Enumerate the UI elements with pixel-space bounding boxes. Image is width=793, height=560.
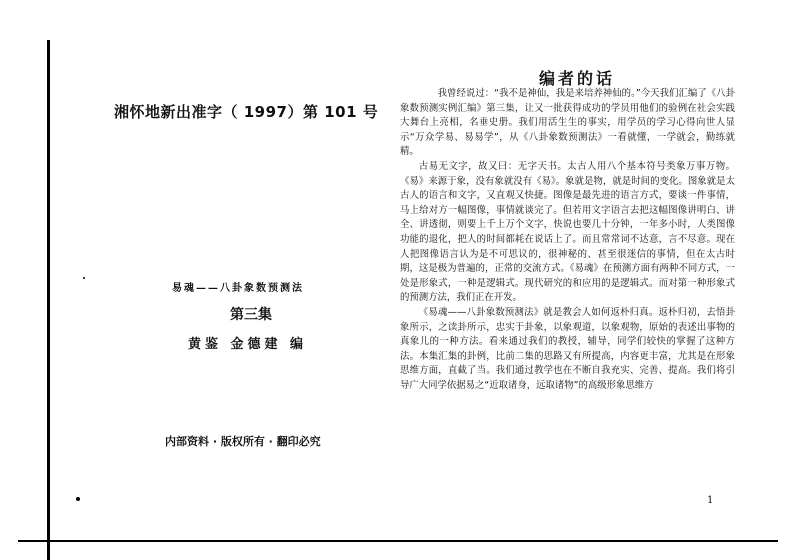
- scan-dot: [76, 497, 80, 501]
- volume-label: 第三集: [230, 307, 272, 323]
- preface-title: 编者的话: [539, 69, 616, 88]
- preface-body: [400, 87, 735, 393]
- paragraph: 古易无文字，故又曰：无字天书。太古人用八个基本符号类象万事万物。《易》来源于象，没有象就没有《易》。象就是物，就是时间的变化。图象就是太古人的语言和文字，又直观又快捷。图像是最先进的语言方式，要谈一件事情，马上给对方一幅图像，事情就谈完了。但若用文字语言去把这幅图像讲明白、讲全、讲透彻，则要上千上万个文字，快说也要几十分钟，一年多小时，人类图像功能的退化，把人的时间都耗在说话上了。而且常常词不达意，言不尽意。现在人把图像语言认为是不可思议的，很神秘的、甚至很迷信的事情，但在太古时期，这是极为普遍的，正常的交流方式。《易魂》在预测方面有两种不同方式，一处是形象式，一种是逻辑式。现代研究的和应用的是逻辑式。而对第一种形象式的预测方法，我们正在开发。: [400, 160, 735, 304]
- series-title: 易魂——八卦象数预测法: [172, 283, 304, 294]
- page-number: 1: [707, 495, 714, 506]
- scan-binding-line: [47, 40, 50, 560]
- scan-dot: [83, 277, 85, 279]
- paragraph: 《易魂——八卦象数预测法》就是教会人如何返朴归真。返朴归初，去悟卦象所示，之读卦所示，忠实于卦象，以象观道，以象观物，原始的表述出事物的真象儿的一种方法。看来通过我们的教授，辅导，同学们较快的掌握了这种方法。本集汇集的卦例，比前二集的思路又有所提高，内容更丰富，尤其是在形象思维方面，直截了当。我们通过教学也在不断自我充实、完善、提高。我们将引导广大同学依据易之“近取诸身，远取诸物”的高级形象思维方: [400, 306, 735, 391]
- scan-bottom-line: [18, 540, 778, 542]
- copyright-notice: 内部资料 · 版权所有 · 翻印必究: [165, 435, 321, 448]
- paragraph: 我曾经说过：“我不是神仙，我是来培养神仙的。”今天我们汇编了《八卦象数预测实例汇编》第三集，让又一批获得成功的学员用他们的验例在社会实践大舞台上亮相，名垂史册。我们用活生生的事实，用学员的学习心得向世人显示“万众学易、易易学”，从《八卦象数预测法》一看就懂，一学就会，勤练就精。: [400, 88, 735, 158]
- publication-number: 湘怀地新出准字（ 1997）第 101 号: [114, 103, 379, 121]
- editors-line: 黄鉴 金德建 编: [188, 337, 308, 352]
